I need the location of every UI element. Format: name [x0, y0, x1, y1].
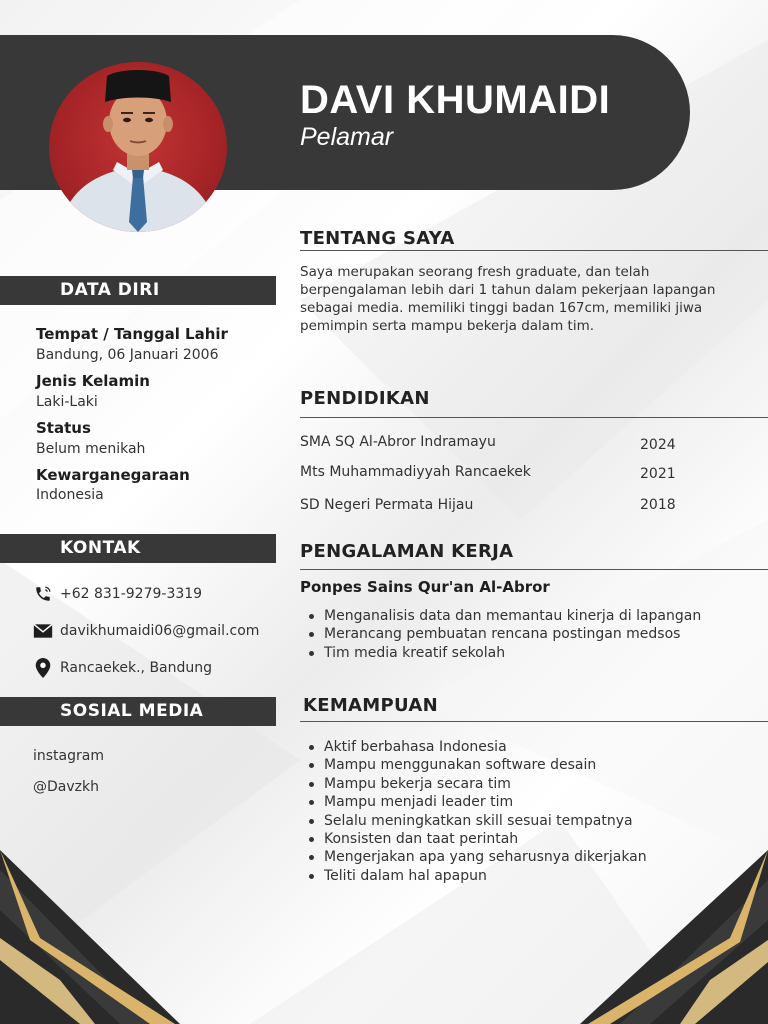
list-item: Konsisten dan taat perintah	[306, 830, 647, 848]
birth-label: Tempat / Tanggal Lahir	[36, 325, 228, 343]
pendidikan-heading: PENDIDIKAN	[300, 388, 430, 409]
job-workplace: Ponpes Sains Qur'an Al-Abror	[300, 578, 550, 596]
education-school: SMA SQ Al-Abror Indramayu	[300, 434, 496, 450]
person-photo-illustration	[49, 62, 227, 232]
phone-icon	[33, 584, 53, 604]
list-item: Selalu meningkatkan skill sesuai tempatnya	[306, 812, 647, 830]
gender-label: Jenis Kelamin	[36, 372, 150, 390]
phone-number: +62 831-9279-3319	[60, 586, 203, 602]
education-school: SD Negeri Permata Hijau	[300, 497, 474, 513]
list-item: Mampu menggunakan software desain	[306, 756, 647, 774]
mail-icon	[33, 621, 53, 641]
tentang-heading: TENTANG SAYA	[300, 228, 455, 249]
section-divider	[300, 250, 768, 251]
corner-ornament-left	[0, 850, 180, 1024]
education-year: 2021	[640, 466, 676, 482]
email-address: davikhumaidi06@gmail.com	[60, 623, 260, 639]
applicant-name: DAVI KHUMAIDI	[300, 78, 611, 122]
job-duties-list	[306, 607, 701, 662]
applicant-role: Pelamar	[300, 123, 394, 151]
list-item: Mampu bekerja secara tim	[306, 775, 647, 793]
data-diri-heading: DATA DIRI	[0, 276, 276, 305]
pengalaman-heading: PENGALAMAN KERJA	[300, 541, 514, 562]
gender-value: Laki-Laki	[36, 394, 98, 410]
nationality-value: Indonesia	[36, 487, 104, 503]
section-divider	[300, 417, 768, 418]
birth-value: Bandung, 06 Januari 2006	[36, 347, 219, 363]
list-item: Tim media kreatif sekolah	[306, 644, 701, 662]
social-handle[interactable]: @Davzkh	[33, 779, 99, 795]
address-text: Rancaekek., Bandung	[60, 660, 213, 676]
social-platform: instagram	[33, 748, 104, 764]
profile-photo	[49, 62, 227, 232]
section-divider	[300, 569, 768, 570]
list-item: Mampu menjadi leader tim	[306, 793, 647, 811]
list-item: Teliti dalam hal apapun	[306, 867, 647, 885]
list-item: Mengerjakan apa yang seharusnya dikerjakan	[306, 848, 647, 866]
kemampuan-heading: KEMAMPUAN	[303, 695, 438, 716]
list-item: Merancang pembuatan rencana postingan medsos	[306, 625, 701, 643]
education-year: 2024	[640, 437, 676, 453]
about-paragraph: Saya merupakan seorang fresh graduate, dan telah berpengalaman lebih dari 1 tahun dalam pekerjaan lapangan sebagai media. memiliki tinggi badan 167cm, memiliki jiwa pemimpin serta mampu bekerja dalam tim.	[300, 264, 716, 334]
list-item: Menganalisis data dan memantau kinerja di lapangan	[306, 607, 701, 625]
list-item: Aktif berbahasa Indonesia	[306, 738, 647, 756]
status-value: Belum menikah	[36, 441, 146, 457]
address-row	[33, 657, 212, 679]
email-row[interactable]	[33, 620, 259, 642]
education-year: 2018	[640, 497, 676, 513]
education-school: Mts Muhammadiyyah Rancaekek	[300, 464, 531, 480]
kontak-heading: KONTAK	[0, 534, 276, 563]
skills-list	[306, 738, 647, 885]
phone-row[interactable]	[33, 583, 202, 605]
status-label: Status	[36, 419, 91, 437]
nationality-label: Kewarganegaraan	[36, 466, 190, 484]
section-divider	[300, 721, 768, 722]
sosial-media-heading: SOSIAL MEDIA	[0, 697, 276, 726]
location-pin-icon	[33, 658, 53, 678]
